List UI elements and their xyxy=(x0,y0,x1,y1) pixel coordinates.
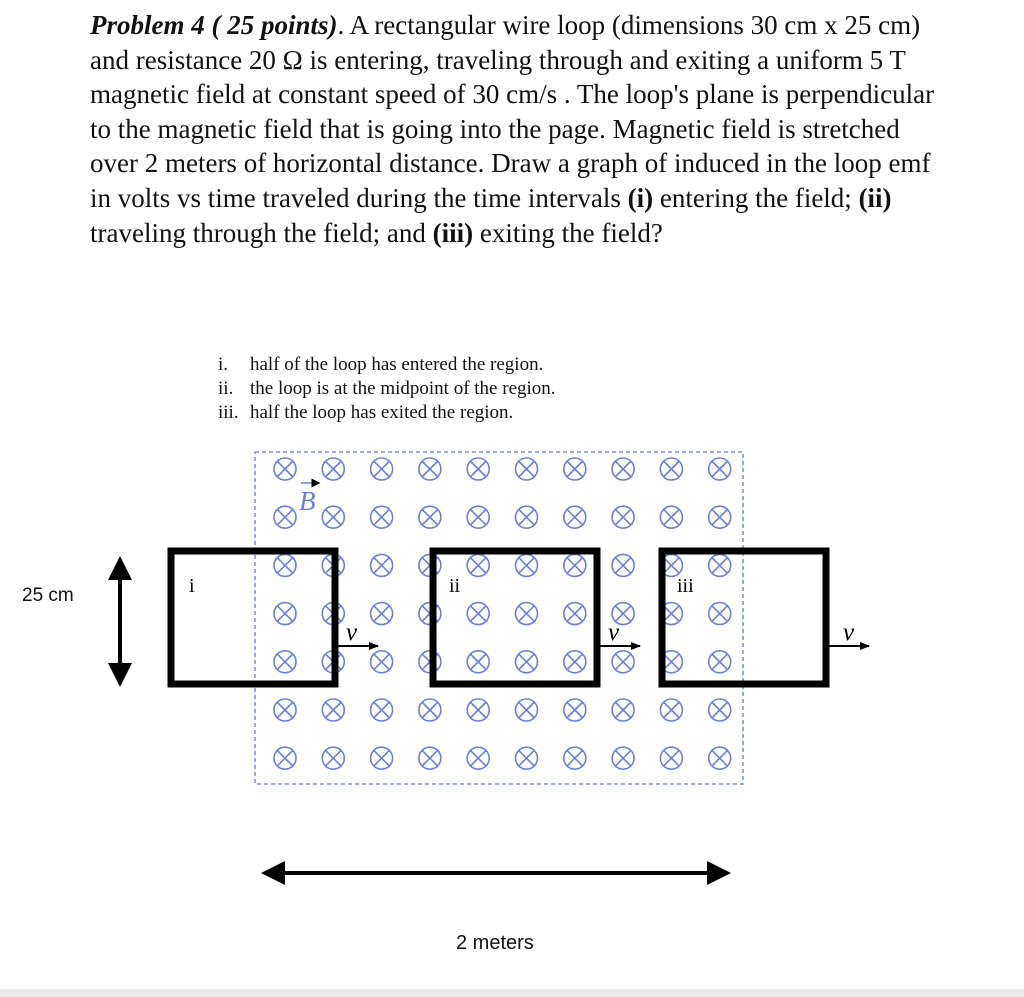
field-into-page-icon xyxy=(322,699,344,721)
field-into-page-icon xyxy=(709,603,731,625)
wire-loop-entering xyxy=(171,551,335,684)
loop-label-i: i xyxy=(189,575,195,597)
field-into-page-icon xyxy=(467,506,489,528)
field-into-page-icon xyxy=(612,506,634,528)
field-into-page-icon xyxy=(516,699,538,721)
field-into-page-icon xyxy=(564,506,586,528)
field-into-page-icon xyxy=(516,603,538,625)
field-into-page-icon xyxy=(371,506,393,528)
field-into-page-icon xyxy=(371,651,393,673)
field-into-page-icon xyxy=(709,554,731,576)
field-into-page-icon xyxy=(419,458,441,480)
field-into-page-icon xyxy=(709,651,731,673)
field-into-page-icon xyxy=(274,458,296,480)
velocity-label: v xyxy=(608,619,620,646)
field-into-page-icon xyxy=(371,458,393,480)
case-text: half the loop has exited the region. xyxy=(250,402,514,423)
case-text: half of the loop has entered the region. xyxy=(250,354,544,375)
field-into-page-icon xyxy=(709,699,731,721)
field-into-page-icon xyxy=(660,458,682,480)
field-into-page-icon xyxy=(612,651,634,673)
field-into-page-icon xyxy=(467,554,489,576)
field-into-page-icon xyxy=(467,699,489,721)
field-into-page-icon xyxy=(419,506,441,528)
field-into-page-icon xyxy=(371,603,393,625)
field-into-page-icon xyxy=(516,506,538,528)
case-number: ii. xyxy=(218,378,234,399)
field-into-page-icon xyxy=(419,699,441,721)
field-into-page-icon xyxy=(516,458,538,480)
field-into-page-icon xyxy=(467,458,489,480)
field-into-page-icon xyxy=(564,699,586,721)
field-into-page-icon xyxy=(564,554,586,576)
field-into-page-icon xyxy=(516,554,538,576)
field-into-page-icon xyxy=(660,747,682,769)
field-into-page-icon xyxy=(274,603,296,625)
part-iii-label: (iii) xyxy=(432,217,474,248)
field-into-page-icon xyxy=(467,651,489,673)
loop-label-iii: iii xyxy=(677,575,694,597)
field-into-page-icon xyxy=(419,747,441,769)
field-into-page-icon xyxy=(274,554,296,576)
part-i-label: (i) xyxy=(627,182,654,213)
field-into-page-icon xyxy=(612,747,634,769)
problem-body: . A rectangular wire loop (dimensions 30 cm x 25 cm) and resistance 20 Ω is entering, traveling through and exiting a uniform 5 T magnetic field at constant speed of 30 cm/s . The loop's plane is perpendicular to the magnetic field that is going into the page. Magnetic field is stretched over 2 meters of horizontal distance. Draw a graph of induced in the loop emf in volts vs time traveled during the time intervals xyxy=(90,10,935,213)
field-into-page-icon xyxy=(564,651,586,673)
height-label: 25 cm xyxy=(22,585,74,606)
width-label: 2 meters xyxy=(456,932,534,954)
case-number: i. xyxy=(218,354,229,375)
velocity-label: v xyxy=(843,619,855,646)
field-into-page-icon xyxy=(709,458,731,480)
field-into-page-icon xyxy=(564,458,586,480)
field-into-page-icon xyxy=(371,554,393,576)
field-into-page-icon xyxy=(564,747,586,769)
field-into-page-icon xyxy=(371,699,393,721)
velocity-label: v xyxy=(346,619,358,646)
field-label: B xyxy=(299,486,316,516)
field-into-page-icon xyxy=(274,747,296,769)
part-ii-label: (ii) xyxy=(858,182,892,213)
field-into-page-icon xyxy=(274,699,296,721)
field-into-page-icon xyxy=(660,506,682,528)
field-into-page-icon xyxy=(274,506,296,528)
part-ii-text: traveling through the field; and xyxy=(90,217,433,248)
field-into-page-icon xyxy=(322,458,344,480)
field-into-page-icon xyxy=(516,747,538,769)
case-number: iii. xyxy=(218,402,239,423)
field-into-page-icon xyxy=(467,747,489,769)
wire-loop-exiting xyxy=(662,551,826,684)
field-into-page-icon xyxy=(564,603,586,625)
part-i-text: entering the field; xyxy=(653,182,859,213)
field-into-page-icon xyxy=(516,651,538,673)
field-into-page-icon xyxy=(322,747,344,769)
bottom-edge xyxy=(0,989,1024,997)
field-into-page-icon xyxy=(660,699,682,721)
field-into-page-icon xyxy=(274,651,296,673)
field-into-page-icon xyxy=(612,699,634,721)
field-into-page-icon xyxy=(467,603,489,625)
field-into-page-icon xyxy=(709,506,731,528)
case-text: the loop is at the midpoint of the region. xyxy=(250,378,556,399)
field-into-page-icon xyxy=(709,747,731,769)
field-into-page-icon xyxy=(371,747,393,769)
field-into-page-icon xyxy=(612,458,634,480)
problem-heading: Problem 4 ( 25 points) xyxy=(90,10,338,40)
field-into-page-icon xyxy=(322,506,344,528)
part-iii-text: exiting the field? xyxy=(473,217,663,248)
field-into-page-icon xyxy=(612,554,634,576)
loop-label-ii: ii xyxy=(449,575,461,597)
